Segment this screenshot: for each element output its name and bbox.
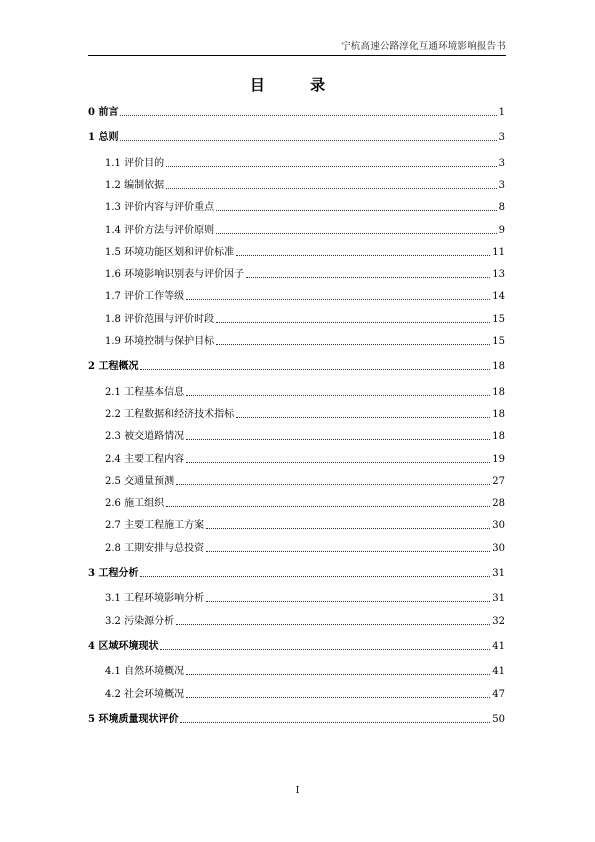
toc-entry-page: 15 — [492, 313, 505, 325]
toc-entry[interactable] — [88, 103, 505, 119]
toc-entry-label: 4.2 社会环境概况 — [105, 688, 185, 700]
toc-leader — [186, 438, 490, 440]
toc-leader — [216, 343, 490, 345]
toc-entry[interactable] — [88, 405, 505, 421]
toc-entry-label: 1.6 环境影响识别表与评价因子 — [105, 269, 245, 281]
toc-entry-label: 2.2 工程数据和经济技术指标 — [105, 408, 235, 420]
toc-entry[interactable] — [88, 310, 505, 326]
toc-leader — [216, 321, 490, 323]
toc-leader — [180, 721, 490, 723]
toc-leader — [166, 187, 497, 189]
toc-entry[interactable] — [88, 154, 505, 170]
toc-entry[interactable] — [88, 539, 505, 555]
toc-entry-label: 2 工程概况 — [88, 361, 139, 373]
toc-leader — [120, 139, 496, 141]
toc-entry[interactable] — [88, 128, 505, 144]
toc-entry-page: 28 — [492, 498, 505, 510]
toc-entry-page: 32 — [492, 615, 505, 627]
toc-entry-page: 8 — [498, 202, 505, 214]
page-number: I — [295, 786, 300, 796]
toc-leader — [176, 483, 490, 485]
toc-entry-page: 1 — [498, 107, 505, 118]
toc-entry-label: 1 总则 — [88, 132, 119, 144]
toc-entry-label: 1.3 评价内容与评价重点 — [105, 202, 215, 214]
toc-leader — [186, 673, 490, 675]
toc-entry[interactable] — [88, 685, 505, 701]
toc-entry-label: 1.8 评价范围与评价时段 — [105, 313, 215, 325]
toc-entry-page: 19 — [492, 453, 505, 465]
toc-entry[interactable] — [88, 287, 505, 303]
toc-entry[interactable] — [88, 427, 505, 443]
toc-entry[interactable] — [88, 198, 505, 214]
header-rule — [88, 55, 506, 56]
toc-entry-page: 41 — [492, 640, 505, 652]
toc-entry-label: 1.2 编制依据 — [105, 179, 165, 191]
toc-entry-label: 2.7 主要工程施工方案 — [105, 520, 205, 532]
toc-entry[interactable] — [88, 612, 505, 628]
toc-entry-page: 14 — [492, 291, 505, 303]
toc-entry-label: 2.3 被交道路情况 — [105, 431, 185, 443]
toc-leader — [206, 550, 490, 552]
toc-leader — [186, 394, 490, 396]
toc-leader — [120, 114, 496, 116]
toc-entry-label: 1.4 评价方法与评价原则 — [105, 224, 215, 236]
toc-entry-label: 2.1 工程基本信息 — [105, 386, 185, 398]
toc-entry[interactable] — [88, 357, 505, 373]
toc-leader — [216, 232, 497, 234]
toc-entry-label: 0 前言 — [88, 107, 119, 118]
toc-entry[interactable] — [88, 710, 505, 726]
toc-entry[interactable] — [88, 589, 505, 605]
toc-entry-page: 18 — [492, 361, 505, 373]
toc-leader — [166, 165, 497, 167]
toc-entry-label: 2.6 施工组织 — [105, 498, 165, 510]
toc-entry[interactable] — [88, 221, 505, 237]
toc-entry[interactable] — [88, 243, 505, 259]
toc-entry-page: 9 — [498, 224, 505, 236]
toc-entry-label: 3.2 污染源分析 — [105, 615, 175, 627]
toc-entry-label: 4.1 自然环境概况 — [105, 666, 185, 678]
toc-entry-label: 2.5 交通量预测 — [105, 475, 175, 487]
running-header: 宁杭高速公路淳化互通环境影响报告书 — [341, 41, 506, 52]
toc-entry-page: 50 — [492, 713, 505, 725]
toc-leader — [166, 505, 490, 507]
toc-entry[interactable] — [88, 564, 505, 580]
toc-entry-page: 3 — [498, 132, 505, 144]
toc-entry[interactable] — [88, 516, 505, 532]
toc-entry-page: 18 — [492, 408, 505, 420]
toc-leader — [186, 461, 490, 463]
toc-entry-page: 3 — [498, 179, 505, 191]
toc-leader — [186, 298, 490, 300]
toc-entry-page: 31 — [492, 593, 505, 605]
toc-entry-label: 4 区域环境现状 — [88, 640, 159, 652]
toc-entry[interactable] — [88, 383, 505, 399]
toc-entry-page: 18 — [492, 386, 505, 398]
toc-leader — [236, 254, 490, 256]
toc-entry-page: 15 — [492, 336, 505, 347]
toc-entry-page: 47 — [492, 688, 505, 700]
toc-entry[interactable] — [88, 450, 505, 466]
toc-entry-page: 11 — [492, 246, 505, 258]
toc-entry[interactable] — [88, 265, 505, 281]
toc-leader — [186, 696, 490, 698]
toc-entry-label: 5 环境质量现状评价 — [88, 713, 179, 725]
toc-entry-page: 27 — [492, 475, 505, 487]
toc-entry-label: 1.1 评价目的 — [105, 157, 165, 169]
toc-leader — [216, 209, 497, 211]
toc-entry-label: 3.1 工程环境影响分析 — [105, 593, 205, 605]
toc-entry-label: 1.5 环境功能区划和评价标准 — [105, 246, 235, 258]
toc-entry-page: 13 — [492, 269, 505, 281]
toc-entry-page: 30 — [492, 520, 505, 532]
toc-leader — [246, 276, 490, 278]
toc-entry[interactable] — [88, 662, 505, 678]
toc-entry[interactable] — [88, 332, 505, 348]
toc-leader — [206, 527, 490, 529]
toc-entry-page: 30 — [492, 542, 505, 554]
toc-entry-page: 31 — [492, 568, 505, 579]
toc-leader — [206, 600, 490, 602]
toc-entry-label: 1.7 评价工作等级 — [105, 291, 185, 303]
toc-leader — [140, 575, 490, 577]
toc-entry[interactable] — [88, 472, 505, 488]
toc-entry[interactable] — [88, 176, 505, 192]
toc-leader — [140, 368, 490, 370]
toc-entry-page: 18 — [492, 431, 505, 443]
toc-entry[interactable] — [88, 494, 505, 510]
toc-leader — [176, 623, 490, 625]
toc-entry-label: 2.8 工期安排与总投资 — [105, 542, 205, 554]
toc-leader — [236, 416, 490, 418]
toc-entry-page: 41 — [492, 666, 505, 678]
toc-entry-label: 1.9 环境控制与保护目标 — [105, 336, 215, 347]
toc-entry-label: 3 工程分析 — [88, 568, 139, 579]
toc-entry-label: 2.4 主要工程内容 — [105, 453, 185, 465]
page-title: 目 录 — [249, 76, 346, 94]
toc-leader — [160, 648, 490, 650]
toc-entry-page: 3 — [498, 157, 505, 169]
toc-entry[interactable] — [88, 637, 505, 653]
